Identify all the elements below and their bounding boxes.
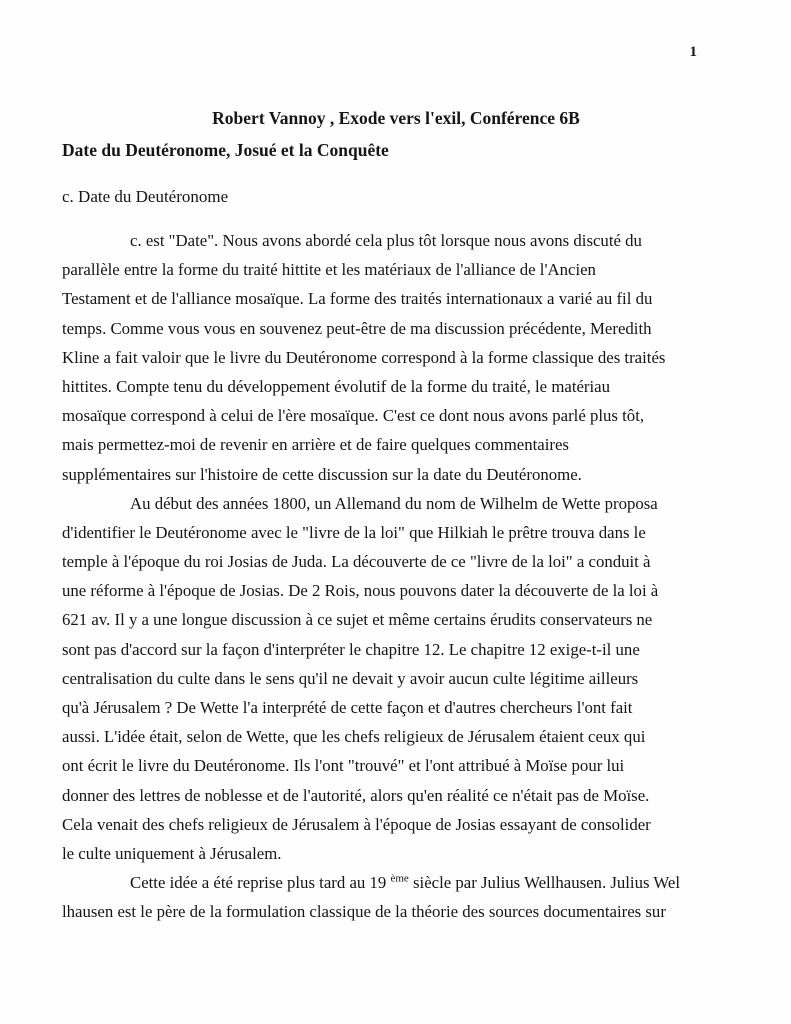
text-line: hittites. Compte tenu du développement évolutif de la forme du traité, le matériau xyxy=(62,376,611,396)
text-line: c. est "Date". Nous avons abordé cela plus tôt lorsque nous avons discuté du xyxy=(130,231,642,250)
text-line: mais permettez-moi de revenir en arrière et de faire quelques commentaires xyxy=(62,435,569,455)
text-line: le culte uniquement à Jérusalem. xyxy=(62,843,282,863)
text-line: aussi. L'idée était, selon de Wette, que les chefs religieux de Jérusalem étaient ceux qui xyxy=(62,727,646,747)
text-line: Cela venait des chefs religieux de Jérusalem à l'époque de Josias essayant de consolider xyxy=(62,814,651,834)
text-line: parallèle entre la forme du traité hittite et les matériaux de l'alliance de l'Ancien xyxy=(62,260,596,280)
text-line: lhausen est le père de la formulation classique de la théorie des sources documentaires sur xyxy=(62,902,666,922)
text-line: une réforme à l'époque de Josias. De 2 Rois, nous pouvons dater la découverte de la loi à xyxy=(62,581,659,601)
text-line xyxy=(62,868,752,897)
text-line: donner des lettres de noblesse et de l'autorité, alors qu'en réalité ce n'était pas de Moïse. xyxy=(62,785,650,805)
text-segment: Cette idée a été reprise plus tard au 19 xyxy=(130,873,391,893)
text-line: qu'à Jérusalem ? De Wette l'a interprété de cette façon et d'autres chercheurs l'ont fait xyxy=(62,698,633,717)
section-heading: c. Date du Deutéronome xyxy=(62,187,229,206)
text-line: temps. Comme vous vous en souvenez peut-être de ma discussion précédente, Meredith xyxy=(62,318,652,338)
paragraph-1 xyxy=(62,226,752,489)
text-line: temple à l'époque du roi Josias de Juda. La découverte de ce "livre de la loi" a conduit à xyxy=(62,552,651,572)
lecture-title: Robert Vannoy , Exode vers l'exil, Conférence 6B xyxy=(212,108,580,128)
text-line: ont écrit le livre du Deutéronome. Ils l'ont "trouvé" et l'ont attribué à Moïse pour lui xyxy=(62,756,625,776)
document-body xyxy=(62,226,752,927)
text-segment: siècle par Julius Wellhausen. Julius Wel xyxy=(408,873,681,893)
text-line: centralisation du culte dans le sens qu'il ne devait y avoir aucun culte légitime ailleurs xyxy=(62,668,639,688)
paragraph-3 xyxy=(62,868,752,926)
text-line: Au début des années 1800, un Allemand du nom de Wilhelm de Wette proposa xyxy=(130,493,658,513)
text-line: Kline a fait valoir que le livre du Deutéronome correspond à la forme classique des traités xyxy=(62,347,666,367)
superscript-ordinal: ème xyxy=(390,872,409,885)
text-line: mosaïque correspond à celui de l'ère mosaïque. C'est ce dont nous avons parlé plus tôt, xyxy=(62,406,645,426)
text-line: d'identifier le Deutéronome avec le "livre de la loi" que Hilkiah le prêtre trouva dans le xyxy=(62,522,646,542)
text-line: supplémentaires sur l'histoire de cette discussion sur la date du Deutéronome. xyxy=(62,464,582,484)
lecture-subtitle: Date du Deutéronome, Josué et la Conquête xyxy=(62,140,389,160)
text-line: sont pas d'accord sur la façon d'interpréter le chapitre 12. Le chapitre 12 exige-t-il une xyxy=(62,639,640,659)
page-number: 1 xyxy=(689,44,697,60)
text-line: 621 av. Il y a une longue discussion à ce sujet et même certains érudits conservateurs ne xyxy=(62,610,653,630)
paragraph-2 xyxy=(62,489,752,868)
text-line: Testament et de l'alliance mosaïque. La forme des traités internationaux a varié au fil du xyxy=(62,289,653,309)
